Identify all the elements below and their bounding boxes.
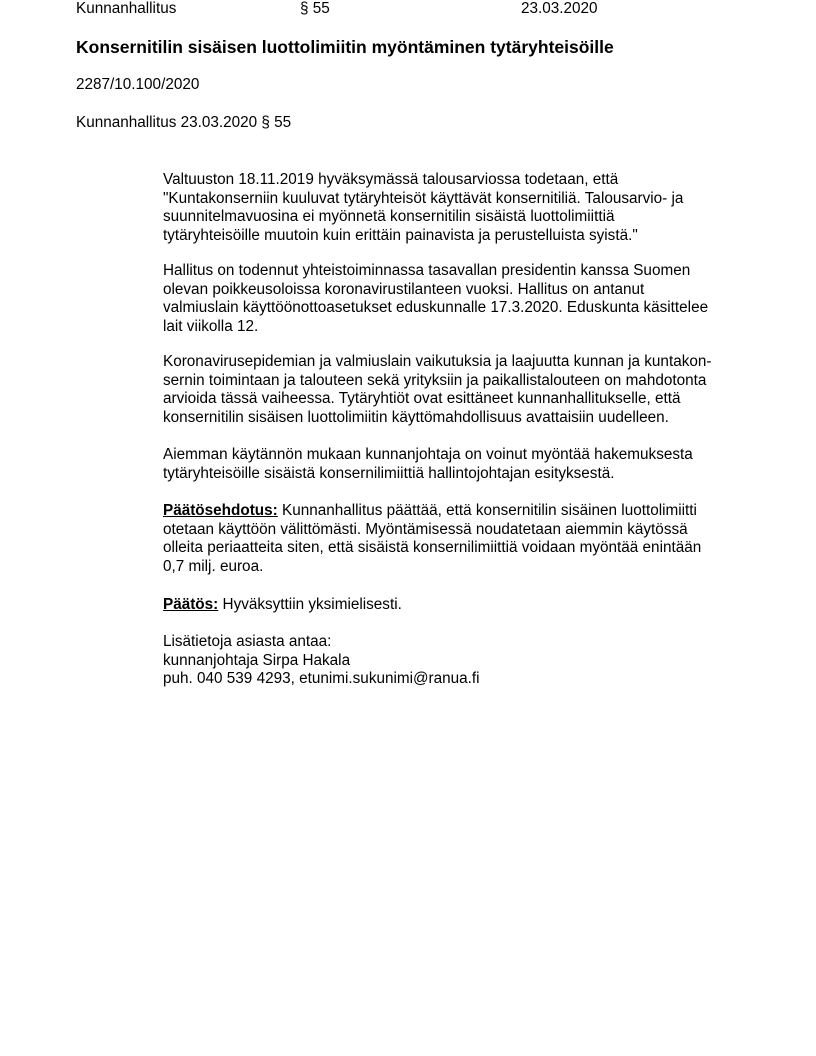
text-line: otetaan käyttöön välittömästi. Myöntämisessä noudatetaan aiemmin käytössä bbox=[163, 520, 688, 538]
document-title: Konsernitilin sisäisen luottolimiitin myöntäminen tytäryhteisöille bbox=[76, 37, 614, 57]
decision bbox=[163, 596, 763, 615]
contact-info bbox=[163, 633, 763, 689]
text-line: Koronavirusepidemian ja valmiuslain vaikutuksia ja laajuutta kunnan ja kuntakon- bbox=[163, 353, 712, 370]
text-line: tytäryhteisöille muutoin kuin erittäin painavista ja perustelluista syistä." bbox=[163, 227, 638, 245]
text-line: tytäryhteisöille sisäistä konsernilimiittiä hallintojohtajan esityksestä. bbox=[163, 464, 615, 482]
text-line: lait viikolla 12. bbox=[163, 318, 259, 336]
text-line: Kunnanhallitus päättää, että konsernitilin sisäinen luottolimiitti bbox=[277, 502, 697, 519]
text-line: kunnanjohtaja Sirpa Hakala bbox=[163, 651, 351, 669]
header-body: Kunnanhallitus bbox=[76, 0, 177, 17]
text-line: Hallitus on todennut yhteistoiminnassa tasavallan presidentin kanssa Suomen bbox=[163, 262, 691, 279]
paragraph-2 bbox=[163, 262, 763, 337]
text-line: Lisätietoja asiasta antaa: bbox=[163, 633, 332, 650]
reference-number: 2287/10.100/2020 bbox=[76, 76, 200, 93]
header-section: § 55 bbox=[300, 0, 330, 17]
decision-text: Hyväksyttiin yksimielisesti. bbox=[218, 596, 402, 613]
meeting-reference: Kunnanhallitus 23.03.2020 § 55 bbox=[76, 114, 292, 131]
text-line: puh. 040 539 4293, etunimi.sukunimi@ranua.fi bbox=[163, 670, 480, 688]
text-line: 0,7 milj. euroa. bbox=[163, 558, 264, 576]
proposal-label: Päätösehdotus: bbox=[163, 502, 278, 519]
decision-label: Päätös: bbox=[163, 596, 219, 613]
decision-proposal bbox=[163, 502, 763, 577]
text-line: olleita periaatteita siten, että sisäistä konsernilimiittiä voidaan myöntää enintään bbox=[163, 539, 702, 557]
text-line: konsernitilin sisäisen luottolimiitin käyttömahdollisuus avattaisiin uudelleen. bbox=[163, 409, 669, 427]
text-line: olevan poikkeusoloissa koronavirustilanteen vuoksi. Hallitus on antanut bbox=[163, 280, 645, 298]
paragraph-1 bbox=[163, 171, 763, 246]
text-line: suunnitelmavuosina ei myönnetä konsernitilin sisäistä luottolimiittiä bbox=[163, 208, 615, 226]
text-line: arvioida tässä vaiheessa. Tytäryhtiöt ovat esittäneet kunnanhallitukselle, että bbox=[163, 390, 681, 408]
paragraph-3 bbox=[163, 353, 763, 428]
header-date: 23.03.2020 bbox=[521, 0, 598, 17]
text-line: "Kuntakonserniin kuuluvat tytäryhteisöt käyttävät konsernitiliä. Talousarvio- ja bbox=[163, 189, 684, 207]
paragraph-4 bbox=[163, 446, 763, 483]
text-line: sernin toimintaan ja talouteen sekä yrityksiin ja paikallistalouteen on mahdotonta bbox=[163, 371, 707, 389]
text-line: Aiemman käytännön mukaan kunnanjohtaja on voinut myöntää hakemuksesta bbox=[163, 446, 693, 463]
text-line: valmiuslain käyttöönottoasetukset eduskunnalle 17.3.2020. Eduskunta käsittelee bbox=[163, 299, 709, 317]
text-line: Valtuuston 18.11.2019 hyväksymässä talousarviossa todetaan, että bbox=[163, 171, 619, 188]
